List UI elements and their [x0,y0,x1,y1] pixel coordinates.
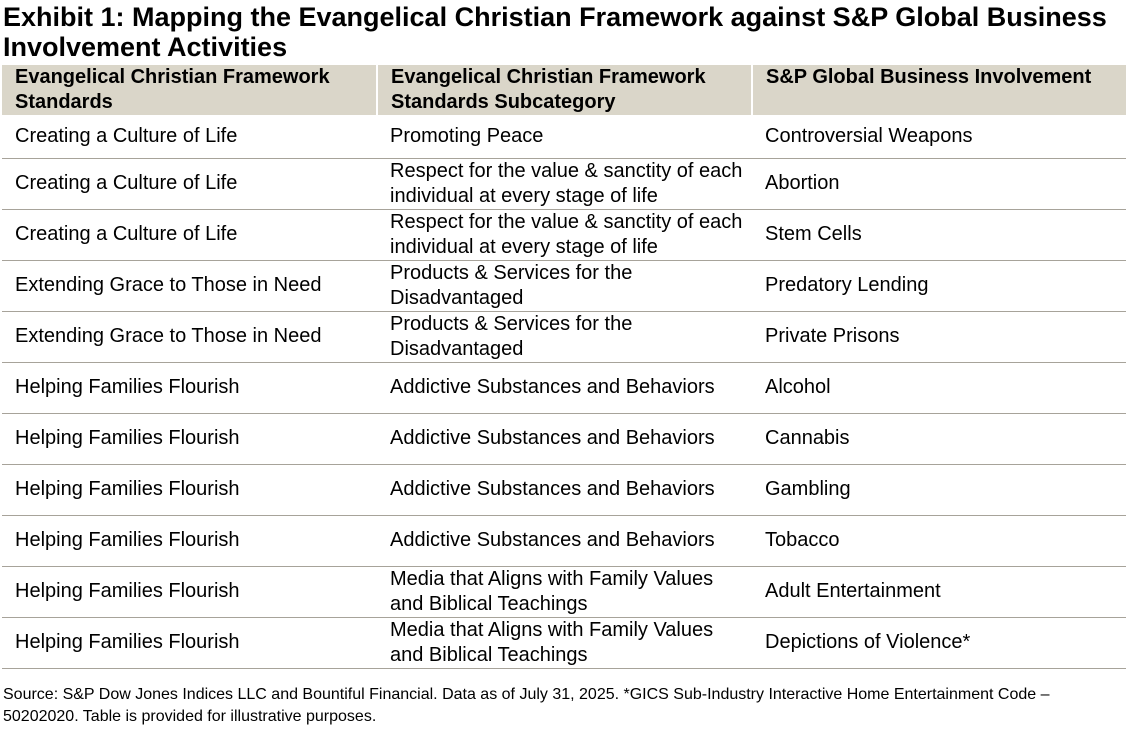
table-row [2,115,1126,158]
cell-subcategory: Media that Aligns with Family Values and Biblical Teachings [377,566,752,617]
cell-framework-standard: Helping Families Flourish [2,617,377,668]
table-row [2,260,1126,311]
cell-framework-standard: Creating a Culture of Life [2,209,377,260]
cell-business-involvement: Gambling [752,464,1126,515]
cell-business-involvement: Adult Entertainment [752,566,1126,617]
column-header-framework-standards: Evangelical Christian Framework Standards [2,65,377,115]
cell-framework-standard: Helping Families Flourish [2,413,377,464]
cell-subcategory: Media that Aligns with Family Values and Biblical Teachings [377,617,752,668]
cell-subcategory: Promoting Peace [377,115,752,158]
cell-framework-standard: Creating a Culture of Life [2,115,377,158]
cell-subcategory: Addictive Substances and Behaviors [377,413,752,464]
table-body [2,115,1126,668]
cell-business-involvement: Controversial Weapons [752,115,1126,158]
table-header [2,65,1126,115]
table-row [2,209,1126,260]
cell-business-involvement: Alcohol [752,362,1126,413]
cell-business-involvement: Stem Cells [752,209,1126,260]
table-row [2,158,1126,209]
column-header-standards-subcategory: Evangelical Christian Framework Standards Subcategory [377,65,752,115]
cell-business-involvement: Tobacco [752,515,1126,566]
cell-business-involvement: Depictions of Violence* [752,617,1126,668]
column-header-business-involvement: S&P Global Business Involvement [752,65,1126,115]
cell-business-involvement: Cannabis [752,413,1126,464]
cell-subcategory: Respect for the value & sanctity of each individual at every stage of life [377,209,752,260]
cell-subcategory: Respect for the value & sanctity of each individual at every stage of life [377,158,752,209]
cell-framework-standard: Extending Grace to Those in Need [2,311,377,362]
cell-subcategory: Products & Services for the Disadvantaged [377,260,752,311]
cell-business-involvement: Abortion [752,158,1126,209]
cell-subcategory: Addictive Substances and Behaviors [377,464,752,515]
source-footnote: Source: S&P Dow Jones Indices LLC and Bountiful Financial. Data as of July 31, 2025. *GICS Sub-Industry Interactive Home Entertainment Code – 50202020. Table is provided for illustrative purposes. [3,686,1050,725]
framework-mapping-table [2,65,1126,669]
cell-framework-standard: Helping Families Flourish [2,362,377,413]
cell-subcategory: Addictive Substances and Behaviors [377,515,752,566]
cell-framework-standard: Extending Grace to Those in Need [2,260,377,311]
table-row [2,617,1126,668]
cell-framework-standard: Helping Families Flourish [2,464,377,515]
cell-subcategory: Products & Services for the Disadvantaged [377,311,752,362]
cell-framework-standard: Helping Families Flourish [2,566,377,617]
table-row [2,311,1126,362]
table-row [2,413,1126,464]
cell-business-involvement: Predatory Lending [752,260,1126,311]
header-row [2,65,1126,115]
table-row [2,515,1126,566]
cell-framework-standard: Creating a Culture of Life [2,158,377,209]
table-row [2,464,1126,515]
cell-subcategory: Addictive Substances and Behaviors [377,362,752,413]
exhibit-title: Exhibit 1: Mapping the Evangelical Christian Framework against S&P Global Business Involvement Activities [3,2,1107,62]
table-row [2,566,1126,617]
table-row [2,362,1126,413]
cell-framework-standard: Helping Families Flourish [2,515,377,566]
cell-business-involvement: Private Prisons [752,311,1126,362]
